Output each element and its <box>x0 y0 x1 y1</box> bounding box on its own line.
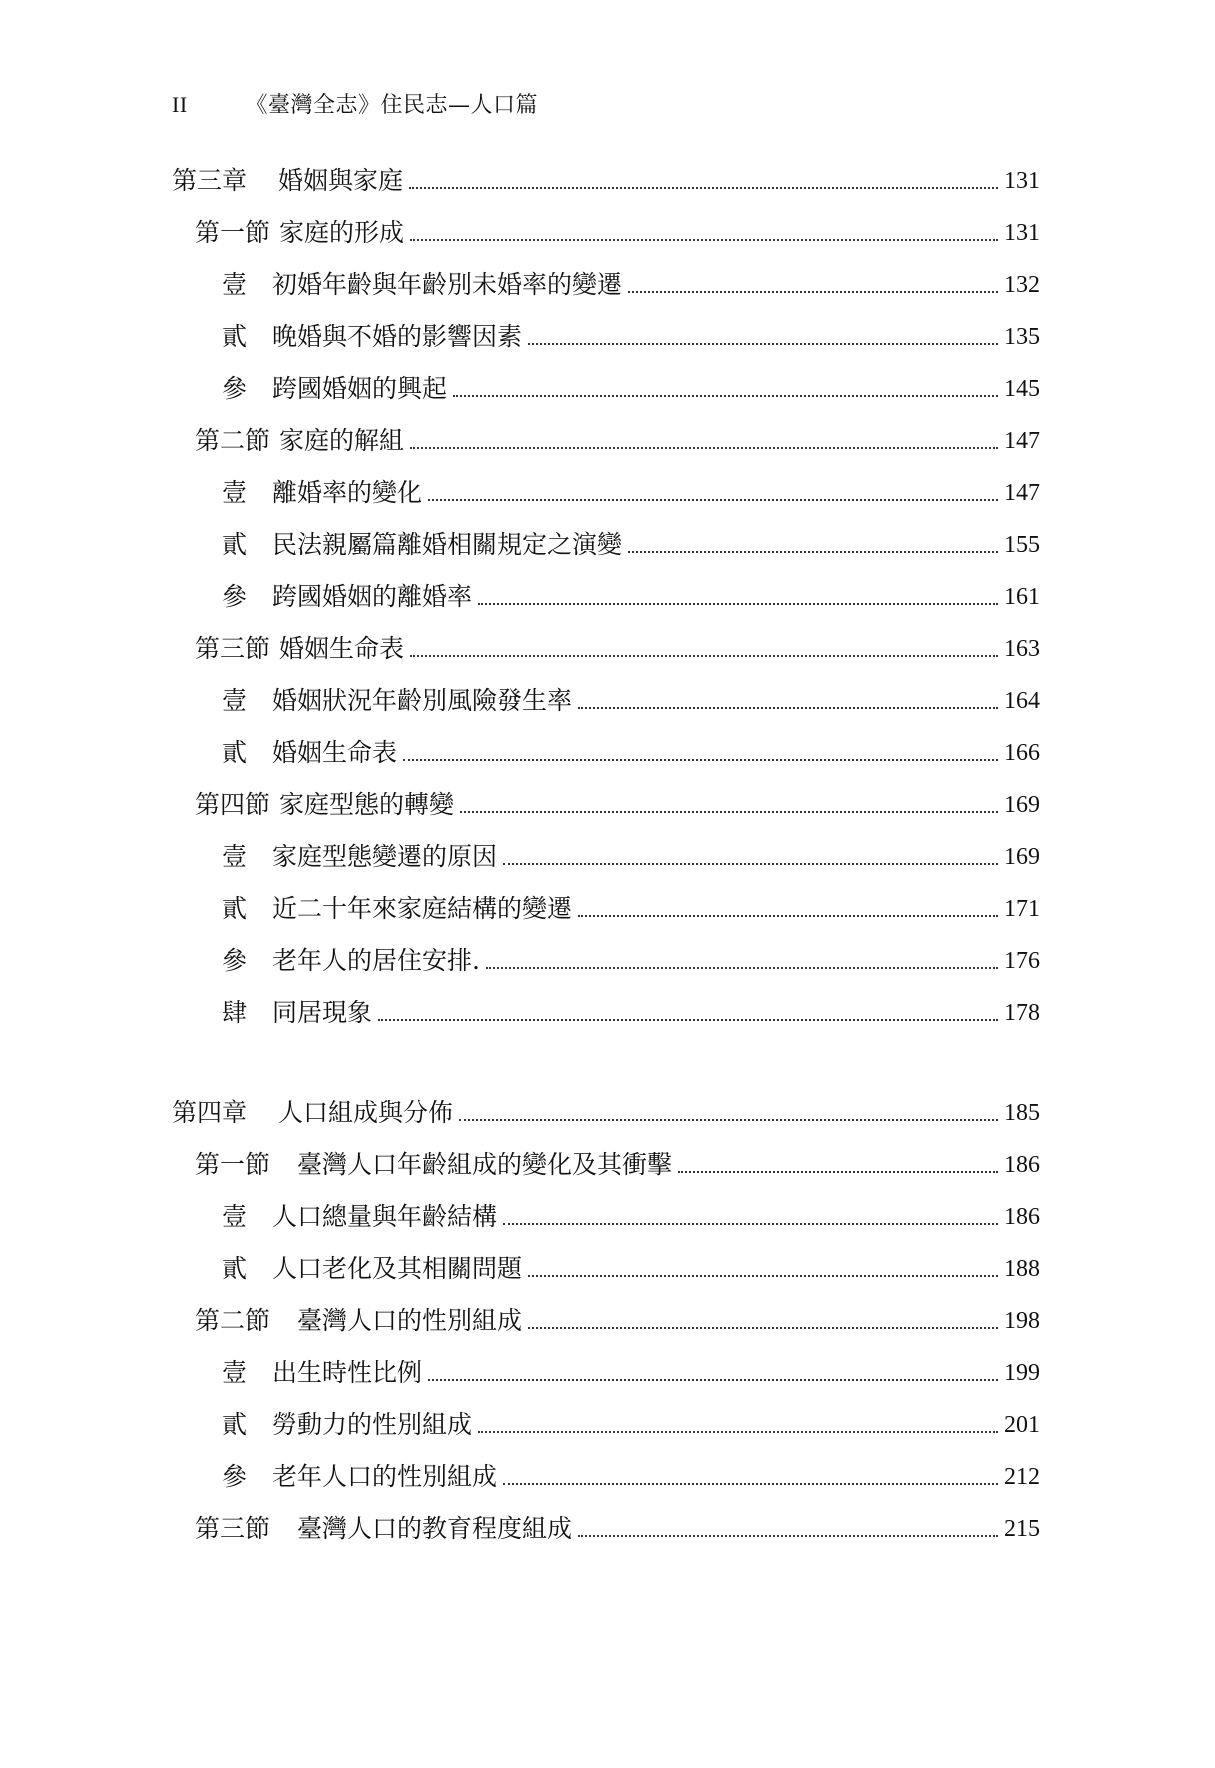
toc-entry-prefix: 貳 <box>222 894 248 923</box>
toc-entry-title: 家庭的形成 <box>279 218 405 247</box>
dot-leader <box>453 394 998 397</box>
toc-entry-page-number: 169 <box>1004 844 1040 870</box>
toc-entry-prefix: 貳 <box>222 1254 248 1283</box>
dot-leader <box>460 810 998 813</box>
toc-entry-title: 晚婚與不婚的影響因素 <box>272 322 523 351</box>
toc-entry-prefix: 第一節 <box>195 1150 271 1179</box>
dot-leader <box>578 1534 998 1537</box>
dot-leader <box>528 1274 998 1277</box>
toc-entry-title: 人口組成與分佈 <box>278 1098 454 1127</box>
toc-entry[interactable] <box>172 1092 1040 1128</box>
toc-entry-title: 跨國婚姻的離婚率 <box>272 582 473 611</box>
toc-entry-title: 同居現象 <box>272 998 373 1027</box>
toc-entry-title: 婚姻狀況年齡別風險發生率 <box>272 686 573 715</box>
toc-entry-title: 臺灣人口的教育程度組成 <box>297 1514 573 1543</box>
dot-leader <box>528 1326 998 1329</box>
toc-entry-title: 家庭型態的轉變 <box>279 790 455 819</box>
toc-entry[interactable] <box>222 732 1040 768</box>
toc-entry[interactable] <box>172 160 1040 196</box>
toc-entry-prefix: 第四章 <box>172 1098 248 1127</box>
dot-leader <box>478 1430 998 1433</box>
toc-entry-title: 民法親屬篇離婚相關規定之演變 <box>272 530 623 559</box>
toc-entry-prefix: 壹 <box>222 842 248 871</box>
toc-entry[interactable] <box>222 888 1040 924</box>
dot-leader <box>403 758 998 761</box>
toc-entry-prefix: 貳 <box>222 530 248 559</box>
dot-leader <box>478 602 998 605</box>
toc-entry-prefix: 第三節 <box>195 1514 271 1543</box>
toc-entry[interactable] <box>195 420 1040 456</box>
toc-entry-title: 初婚年齡與年齡別未婚率的變遷 <box>272 270 623 299</box>
toc-entry-page-number: 132 <box>1004 272 1040 298</box>
toc-entry-title: 勞動力的性別組成 <box>272 1410 473 1439</box>
toc-entry[interactable] <box>222 1456 1040 1492</box>
toc-entry[interactable] <box>195 784 1040 820</box>
toc-entry-page-number: 145 <box>1004 376 1040 402</box>
dot-leader <box>409 186 998 189</box>
dot-leader <box>628 550 998 553</box>
toc-entry-prefix: 參 <box>222 1462 248 1491</box>
dot-leader <box>410 446 998 449</box>
toc-entry[interactable] <box>222 368 1040 404</box>
toc-entry-page-number: 147 <box>1004 428 1040 454</box>
toc-entry[interactable] <box>195 1300 1040 1336</box>
toc-entry-title: 離婚率的變化 <box>272 478 423 507</box>
toc-entry-title: 婚姻與家庭 <box>278 166 404 195</box>
toc-entry-prefix: 第三節 <box>195 634 271 663</box>
toc-entry[interactable] <box>222 576 1040 612</box>
dot-leader <box>486 966 998 969</box>
toc-entry[interactable] <box>222 316 1040 352</box>
toc-entry-page-number: 176 <box>1004 948 1040 974</box>
dot-leader <box>528 342 998 345</box>
toc-entry-title: 臺灣人口的性別組成 <box>297 1306 523 1335</box>
toc-entry-page-number: 147 <box>1004 480 1040 506</box>
toc-entry-page-number: 164 <box>1004 688 1040 714</box>
toc-entry[interactable] <box>195 1508 1040 1544</box>
dot-leader <box>428 1378 998 1381</box>
dot-leader <box>678 1170 998 1173</box>
toc-entry-page-number: 186 <box>1004 1204 1040 1230</box>
toc-entry-page-number: 199 <box>1004 1360 1040 1386</box>
toc-entry-page-number: 215 <box>1004 1516 1040 1542</box>
dot-leader <box>410 654 998 657</box>
toc-entry-prefix: 壹 <box>222 1202 248 1231</box>
toc-entry[interactable] <box>222 524 1040 560</box>
toc-entry-page-number: 185 <box>1004 1100 1040 1126</box>
toc-entry-page-number: 135 <box>1004 324 1040 350</box>
dot-leader <box>503 862 998 865</box>
toc-entry[interactable] <box>222 1248 1040 1284</box>
toc-entry-title: 人口總量與年齡結構 <box>272 1202 498 1231</box>
dot-leader <box>503 1222 998 1225</box>
dot-leader <box>428 498 998 501</box>
toc-entry-page-number: 171 <box>1004 896 1040 922</box>
toc-entry-page-number: 161 <box>1004 584 1040 610</box>
toc-entry-prefix: 第二節 <box>195 426 271 455</box>
toc-entry-prefix: 參 <box>222 582 248 611</box>
toc-entry-prefix: 第一節 <box>195 218 271 247</box>
toc-entry-page-number: 166 <box>1004 740 1040 766</box>
toc-entry-prefix: 參 <box>222 374 248 403</box>
toc-entry-page-number: 198 <box>1004 1308 1040 1334</box>
toc-entry-title: 老年人的居住安排. <box>272 946 480 975</box>
toc-entry-page-number: 155 <box>1004 532 1040 558</box>
dot-leader <box>578 914 998 917</box>
toc-entry-title: 家庭型態變遷的原因 <box>272 842 498 871</box>
toc-entry[interactable] <box>222 1352 1040 1388</box>
toc-entry[interactable] <box>195 212 1040 248</box>
toc-entry[interactable] <box>195 628 1040 664</box>
toc-entry-page-number: 212 <box>1004 1464 1040 1490</box>
toc-entry-page-number: 186 <box>1004 1152 1040 1178</box>
toc-entry-page-number: 131 <box>1004 168 1040 194</box>
toc-entry-prefix: 壹 <box>222 686 248 715</box>
toc-entry-page-number: 131 <box>1004 220 1040 246</box>
toc-entry-prefix: 第三章 <box>172 166 248 195</box>
toc-entry-page-number: 188 <box>1004 1256 1040 1282</box>
toc-entry-title: 近二十年來家庭結構的變遷 <box>272 894 573 923</box>
dot-leader <box>459 1118 998 1121</box>
toc-entry-page-number: 163 <box>1004 636 1040 662</box>
dot-leader <box>410 238 998 241</box>
toc-entry-title: 出生時性比例 <box>272 1358 423 1387</box>
toc-entry-page-number: 201 <box>1004 1412 1040 1438</box>
toc-entry-page-number: 178 <box>1004 1000 1040 1026</box>
toc-entry-title: 家庭的解組 <box>279 426 405 455</box>
toc-entry[interactable] <box>222 1404 1040 1440</box>
toc-entry-prefix: 貳 <box>222 322 248 351</box>
toc-entry[interactable] <box>222 1196 1040 1232</box>
toc-entry-page-number: 169 <box>1004 792 1040 818</box>
page-header <box>172 88 538 119</box>
toc-entry-prefix: 參 <box>222 946 248 975</box>
toc-entry-title: 跨國婚姻的興起 <box>272 374 448 403</box>
toc-entry-prefix: 貳 <box>222 1410 248 1439</box>
toc-entry-prefix: 第四節 <box>195 790 271 819</box>
toc-entry[interactable] <box>195 1144 1040 1180</box>
toc-entry-prefix: 貳 <box>222 738 248 767</box>
toc-entry-title: 婚姻生命表 <box>279 634 405 663</box>
dot-leader <box>378 1018 998 1021</box>
toc-entry-prefix: 壹 <box>222 478 248 507</box>
toc-entry-prefix: 壹 <box>222 1358 248 1387</box>
dot-leader <box>628 290 998 293</box>
toc-entry[interactable] <box>222 472 1040 508</box>
toc-entry-title: 婚姻生命表 <box>272 738 398 767</box>
toc-entry-title: 人口老化及其相關問題 <box>272 1254 523 1283</box>
toc-entry-prefix: 第二節 <box>195 1306 271 1335</box>
toc-entry[interactable] <box>222 264 1040 300</box>
toc-entry-prefix: 壹 <box>222 270 248 299</box>
page-numeral: II <box>172 92 188 117</box>
toc-entry-title: 臺灣人口年齡組成的變化及其衝擊 <box>297 1150 673 1179</box>
toc-entry-prefix: 肆 <box>222 998 248 1027</box>
toc-entry[interactable] <box>222 992 1040 1028</box>
toc-entry[interactable] <box>222 940 1040 976</box>
toc-entry-title: 老年人口的性別組成 <box>272 1462 498 1491</box>
toc-entry[interactable] <box>222 680 1040 716</box>
dot-leader <box>578 706 998 709</box>
toc-entry[interactable] <box>222 836 1040 872</box>
book-title: 《臺灣全志》住民志—人口篇 <box>245 93 539 118</box>
dot-leader <box>503 1482 998 1485</box>
